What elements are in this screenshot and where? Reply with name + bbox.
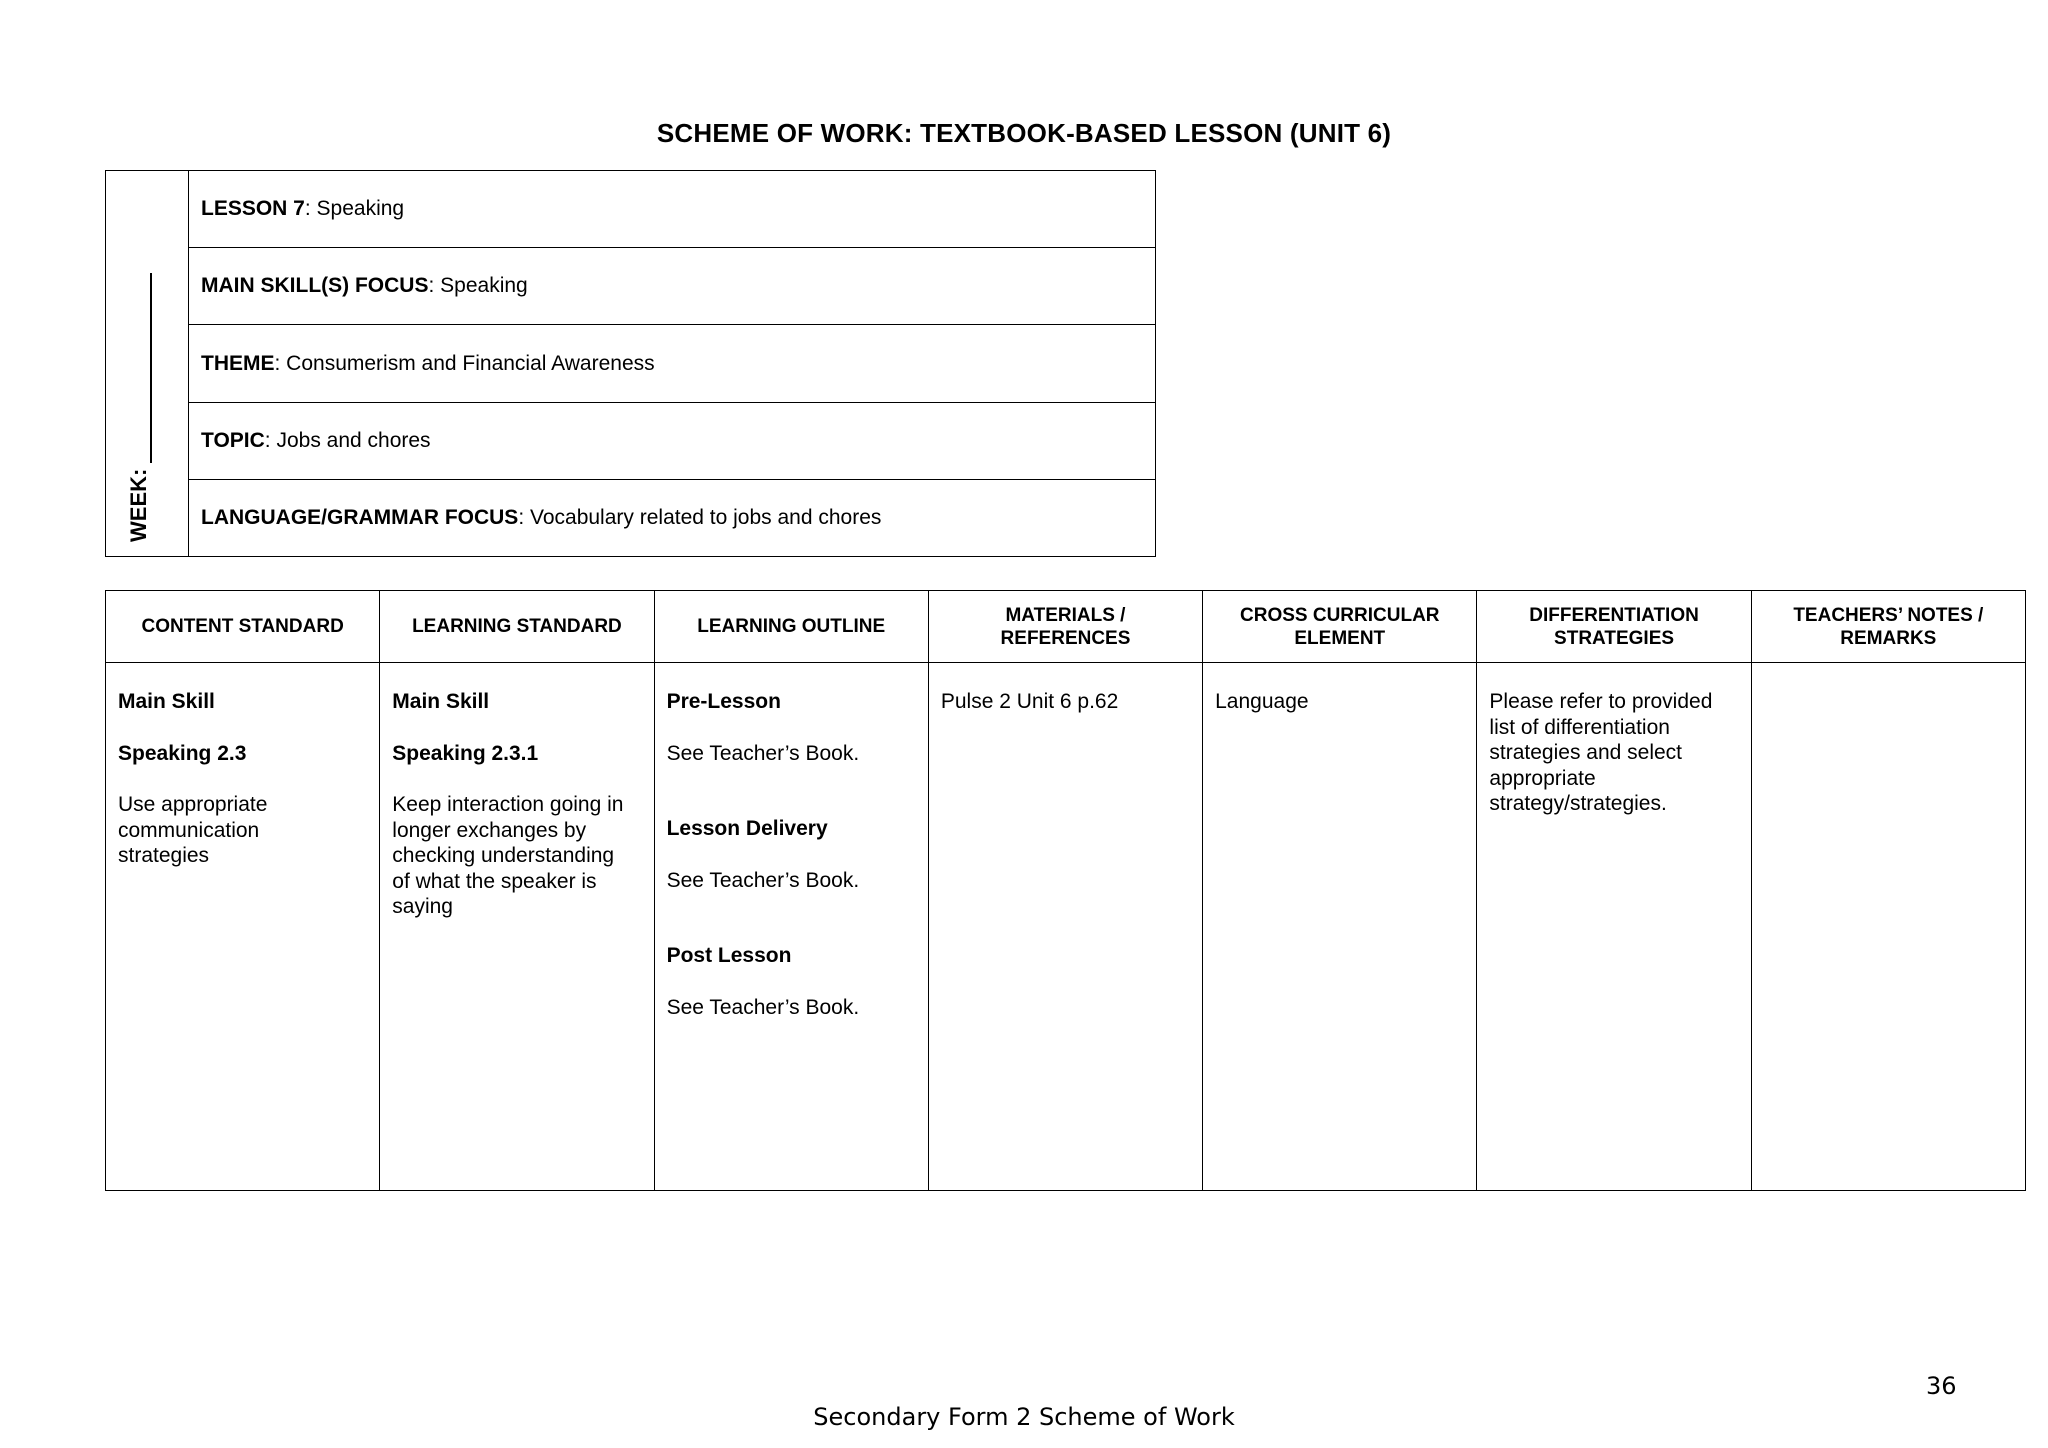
header-cross-curricular xyxy=(1203,591,1477,662)
cell-learning-outline xyxy=(655,663,929,1190)
learning-standard-line: of what the speaker is xyxy=(392,869,597,893)
cell-materials xyxy=(929,663,1203,1190)
header-line: CROSS CURRICULAR xyxy=(1240,604,1440,626)
header-line: REMARKS xyxy=(1840,627,1937,649)
outline-stage: Lesson Delivery xyxy=(666,817,828,840)
page-footer: Secondary Form 2 Scheme of Work xyxy=(813,1403,1235,1431)
header-line: CONTENT STANDARD xyxy=(141,616,344,637)
learning-standard-heading: Main Skill xyxy=(392,690,490,713)
header-line: TEACHERS’ NOTES / xyxy=(1793,604,1984,626)
header-materials xyxy=(929,591,1203,662)
learning-standard-line: longer exchanges by xyxy=(392,818,587,842)
learning-standard-line: checking understanding xyxy=(392,844,615,867)
differentiation-line: strategies and select xyxy=(1489,741,1683,764)
page-number: 36 xyxy=(1926,1372,1957,1400)
info-label: LANGUAGE/GRAMMAR FOCUS xyxy=(201,505,519,529)
info-row-lesson xyxy=(189,171,1155,248)
lesson-info-rows xyxy=(189,171,1155,556)
table-header-row xyxy=(106,591,2025,663)
header-line: ELEMENT xyxy=(1294,627,1386,649)
content-standard-code: Speaking 2.3 xyxy=(118,741,247,765)
table-row xyxy=(106,663,2025,1190)
info-value: : Consumerism and Financial Awareness xyxy=(274,351,655,375)
cell-learning-standard xyxy=(380,663,654,1190)
outline-detail: See Teacher’s Book. xyxy=(666,868,860,892)
content-standard-line: communication xyxy=(118,818,260,842)
scheme-table xyxy=(105,590,2026,1191)
info-value: : Speaking xyxy=(428,274,528,298)
info-row-theme xyxy=(189,325,1155,402)
info-row-main-skill xyxy=(189,248,1155,325)
header-line: LEARNING STANDARD xyxy=(412,616,622,637)
header-line: REFERENCES xyxy=(1000,627,1131,649)
differentiation-line: list of differentiation xyxy=(1489,715,1670,739)
outline-stage: Post Lesson xyxy=(666,944,792,967)
info-label: THEME xyxy=(201,351,275,375)
lesson-info-box xyxy=(105,170,1156,557)
week-label xyxy=(126,273,152,542)
header-differentiation xyxy=(1477,591,1751,662)
header-learning-outline xyxy=(655,591,929,662)
info-value: : Speaking xyxy=(304,197,405,221)
week-label-text: WEEK: xyxy=(126,468,151,542)
learning-standard-line: Keep interaction going in xyxy=(392,793,624,816)
info-value: : Jobs and chores xyxy=(264,428,431,452)
header-line: MATERIALS / xyxy=(1005,604,1126,626)
materials-text: Pulse 2 Unit 6 p.62 xyxy=(940,690,1119,713)
info-row-topic xyxy=(189,403,1155,480)
header-learning-standard xyxy=(380,591,654,662)
outline-stage: Pre-Lesson xyxy=(666,690,781,713)
cell-content-standard xyxy=(106,663,380,1190)
cell-teachers-notes[interactable] xyxy=(1752,663,2025,1190)
outline-detail: See Teacher’s Book. xyxy=(666,995,860,1019)
content-standard-line: Use appropriate xyxy=(118,793,268,816)
cross-curricular-text: Language xyxy=(1215,690,1309,713)
cell-differentiation xyxy=(1477,663,1751,1190)
differentiation-line: strategy/strategies. xyxy=(1489,792,1667,815)
cell-cross-curricular xyxy=(1203,663,1477,1190)
header-line: STRATEGIES xyxy=(1554,627,1675,649)
week-blank-line[interactable] xyxy=(132,273,152,463)
header-teachers-notes xyxy=(1752,591,2025,662)
info-label: TOPIC xyxy=(201,428,265,452)
header-line: LEARNING OUTLINE xyxy=(697,616,886,637)
content-standard-heading: Main Skill xyxy=(118,690,215,713)
header-line: DIFFERENTIATION xyxy=(1529,604,1699,626)
info-label: LESSON 7 xyxy=(201,197,305,221)
differentiation-line: Please refer to provided xyxy=(1489,690,1713,713)
content-standard-line: strategies xyxy=(118,844,210,867)
page-title: SCHEME OF WORK: TEXTBOOK-BASED LESSON (UNIT 6) xyxy=(656,118,1392,148)
differentiation-line: appropriate xyxy=(1489,766,1596,790)
info-row-language-focus xyxy=(189,480,1155,556)
info-label: MAIN SKILL(S) FOCUS xyxy=(201,274,429,298)
header-content-standard xyxy=(106,591,380,662)
learning-standard-line: saying xyxy=(392,895,453,918)
learning-standard-code: Speaking 2.3.1 xyxy=(392,741,539,765)
outline-detail: See Teacher’s Book. xyxy=(666,741,860,765)
info-value: : Vocabulary related to jobs and chores xyxy=(518,505,882,529)
week-column xyxy=(106,171,189,556)
